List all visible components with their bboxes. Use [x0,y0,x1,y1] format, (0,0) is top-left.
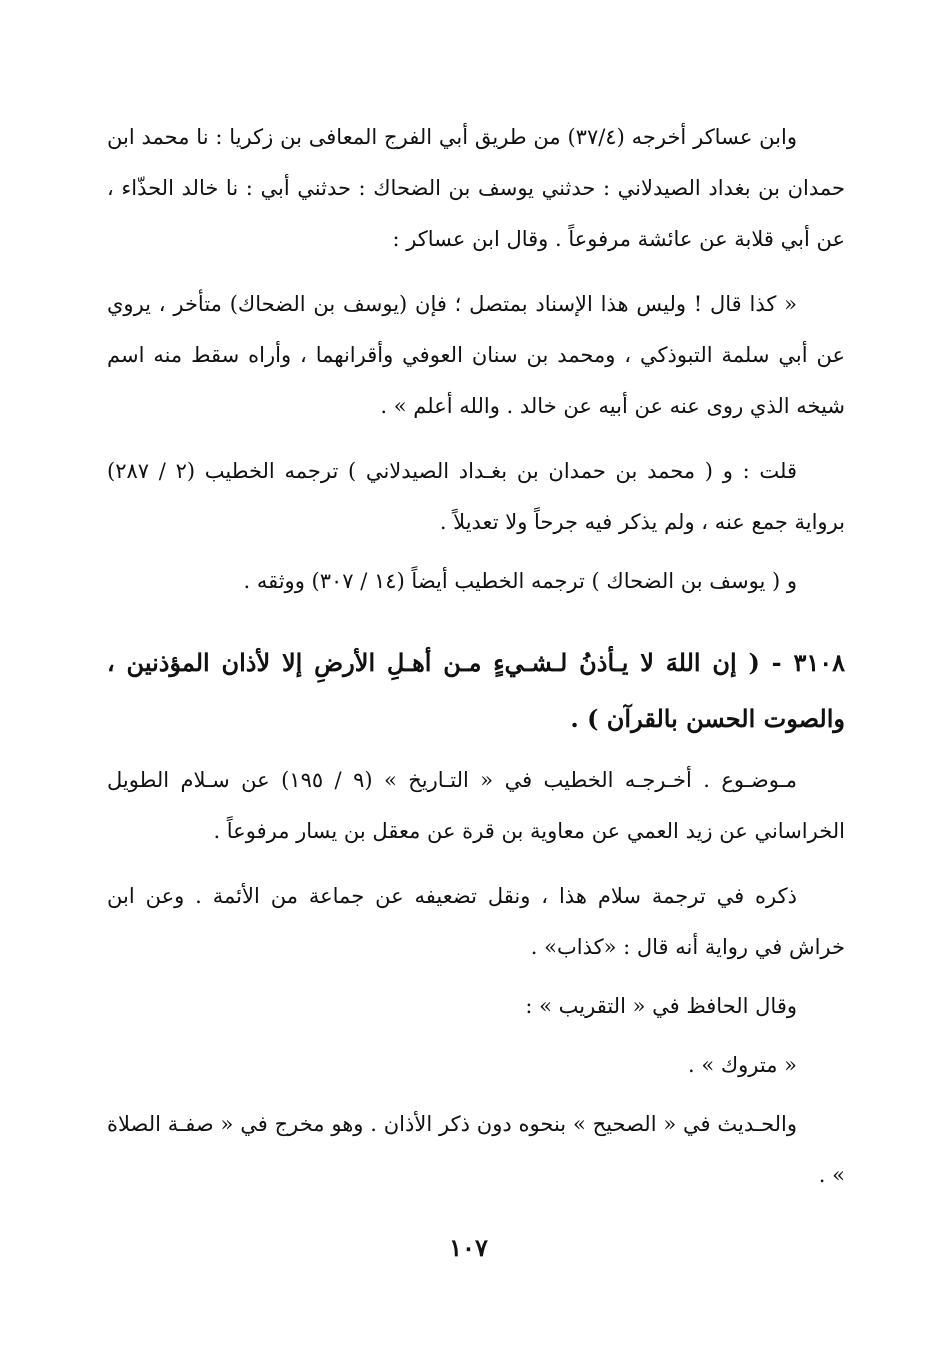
paragraph-matruk: « متروك » . [687,1053,797,1077]
paragraph-mawdu: مـوضـوع . أخـرجـه الخطيب في « التـاريخ » (٩ / ١٩٥) عن سـلام الطويل الخراساني عن زيد العمي عن معاوية بن قرة عن معقل بن يسار مرفوعاً . [107,768,845,843]
paragraph-dhakarahu: ذكره في ترجمة سلام هذا ، ونقل تضعيفه عن جماعة من الأئمة . وعن ابن خراش في رواية أنه قال : «كذاب» . [107,884,845,959]
paragraph-quote-ibn-asakir: « كذا قال ! وليس هذا الإسناد بمتصل ؛ فإن (يوسف بن الضحاك) متأخر ، يروي عن أبي سلمة التبوذكي ، ومحمد بن سنان العوفي وأقرانهما ، وأراه سقط منه اسم شيخه الذي روى عنه عن أبيه عن خالد . والله أعلم » . [107,292,845,418]
text-column [107,112,845,1201]
paragraph-qultu-muhammad: قلت : و ( محمد بن حمدان بن بغـداد الصيدلاني ) ترجمه الخطيب (٢ / ٢٨٧) برواية جمع عنه ، ولم يذكر فيه جرحاً ولا تعديلاً . [107,459,845,534]
page-number: ١٠٧ [449,1233,488,1262]
hadith-heading-3108: ٣١٠٨ - ( إن اللهَ لا يـأذنُ لـشـيءٍ مـن أهـلِ الأرضِ إلا لأذان المؤذنين ، والصوت الحسن بالقرآن ) . [107,648,845,733]
paragraph-yusuf-dahhak: و ( يوسف بن الضحاك ) ترجمه الخطيب أيضاً (١٤ / ٣٠٧) ووثقه . [243,569,797,593]
paragraph-sahih: والحـديث في « الصحيح » بنحوه دون ذكر الأذان . وهو مخرج في « صفـة الصلاة » . [107,1112,845,1187]
paragraph-ibn-asakir: وابن عساكر أخرجه (٣٧/٤) من طريق أبي الفرج المعافى بن زكريا : نا محمد ابن حمدان بن بغداد الصيدلاني : حدثني يوسف بن الضحاك : حدثني أبي : نا خالد الحذّاء ، عن أبي قلابة عن عائشة مرفوعاً . وقال ابن عساكر : [107,125,845,251]
paragraph-hafiz-taqrib: وقال الحافظ في « التقريب » : [525,994,797,1018]
